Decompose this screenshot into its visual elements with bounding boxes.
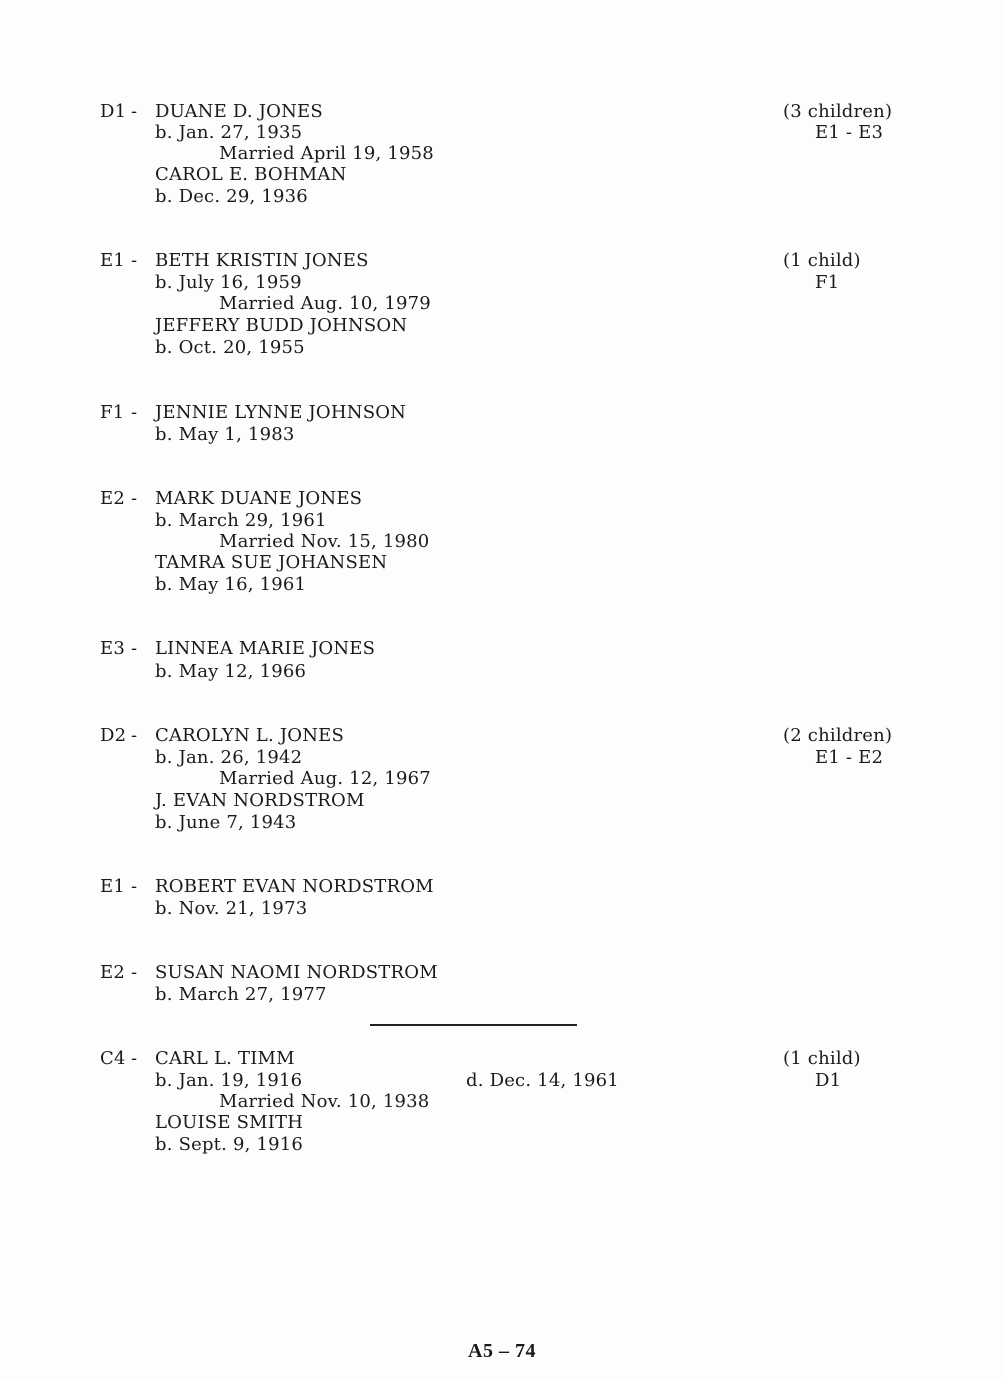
entry-dash: - — [131, 488, 138, 509]
spouse-name: LOUISE SMITH — [155, 1112, 304, 1133]
birth-date: b. Nov. 21, 1973 — [155, 898, 308, 919]
entry-code: E2 — [100, 962, 125, 983]
birth-date: b. July 16, 1959 — [155, 272, 302, 293]
entry-dash: - — [131, 250, 138, 271]
spouse-name: JEFFERY BUDD JOHNSON — [155, 315, 408, 336]
death-date: d. Dec. 14, 1961 — [466, 1070, 619, 1091]
person-name: BETH KRISTIN JONES — [155, 250, 369, 271]
entry-code: F1 — [100, 402, 125, 423]
entry-code: D1 — [100, 101, 127, 122]
children-count: (3 children) — [783, 101, 893, 122]
marriage-date: Married Nov. 10, 1938 — [219, 1091, 430, 1112]
entry-dash: - — [131, 402, 138, 423]
spouse-name: TAMRA SUE JOHANSEN — [155, 552, 388, 573]
birth-date: b. Jan. 19, 1916 — [155, 1070, 303, 1091]
children-range: D1 — [815, 1070, 842, 1091]
children-range: F1 — [815, 272, 840, 293]
birth-date: b. March 27, 1977 — [155, 984, 327, 1005]
entry-code: E1 — [100, 876, 125, 897]
spouse-birth-date: b. June 7, 1943 — [155, 812, 297, 833]
person-name: DUANE D. JONES — [155, 101, 323, 122]
entry-dash: - — [131, 101, 138, 122]
entry-code: E2 — [100, 488, 125, 509]
person-name: MARK DUANE JONES — [155, 488, 363, 509]
birth-date: b. May 12, 1966 — [155, 661, 307, 682]
person-name: CARL L. TIMM — [155, 1048, 295, 1069]
marriage-date: Married Nov. 15, 1980 — [219, 531, 430, 552]
spouse-birth-date: b. May 16, 1961 — [155, 574, 307, 595]
birth-date: b. Jan. 27, 1935 — [155, 122, 303, 143]
entry-dash: - — [131, 638, 138, 659]
spouse-name: J. EVAN NORDSTROM — [155, 790, 365, 811]
children-range: E1 - E3 — [815, 122, 884, 143]
birth-date: b. Jan. 26, 1942 — [155, 747, 303, 768]
entry-dash: - — [131, 725, 138, 746]
person-name: JENNIE LYNNE JOHNSON — [155, 402, 407, 423]
birth-date: b. May 1, 1983 — [155, 424, 295, 445]
entry-code: D2 — [100, 725, 127, 746]
children-count: (2 children) — [783, 725, 893, 746]
marriage-date: Married April 19, 1958 — [219, 143, 434, 164]
marriage-date: Married Aug. 10, 1979 — [219, 293, 431, 314]
spouse-name: CAROL E. BOHMAN — [155, 164, 347, 185]
children-count: (1 child) — [783, 1048, 861, 1069]
children-count: (1 child) — [783, 250, 861, 271]
entry-dash: - — [131, 876, 138, 897]
entry-dash: - — [131, 962, 138, 983]
person-name: SUSAN NAOMI NORDSTROM — [155, 962, 438, 983]
page-number: A5 – 74 — [468, 1340, 536, 1362]
person-name: ROBERT EVAN NORDSTROM — [155, 876, 434, 897]
entry-dash: - — [131, 1048, 138, 1069]
person-name: LINNEA MARIE JONES — [155, 638, 376, 659]
spouse-birth-date: b. Oct. 20, 1955 — [155, 337, 305, 358]
children-range: E1 - E2 — [815, 747, 884, 768]
spouse-birth-date: b. Sept. 9, 1916 — [155, 1134, 304, 1155]
section-divider — [370, 1024, 577, 1026]
entry-code: E3 — [100, 638, 125, 659]
entry-code: E1 — [100, 250, 125, 271]
birth-date: b. March 29, 1961 — [155, 510, 327, 531]
marriage-date: Married Aug. 12, 1967 — [219, 768, 431, 789]
entry-code: C4 — [100, 1048, 126, 1069]
person-name: CAROLYN L. JONES — [155, 725, 345, 746]
spouse-birth-date: b. Dec. 29, 1936 — [155, 186, 308, 207]
